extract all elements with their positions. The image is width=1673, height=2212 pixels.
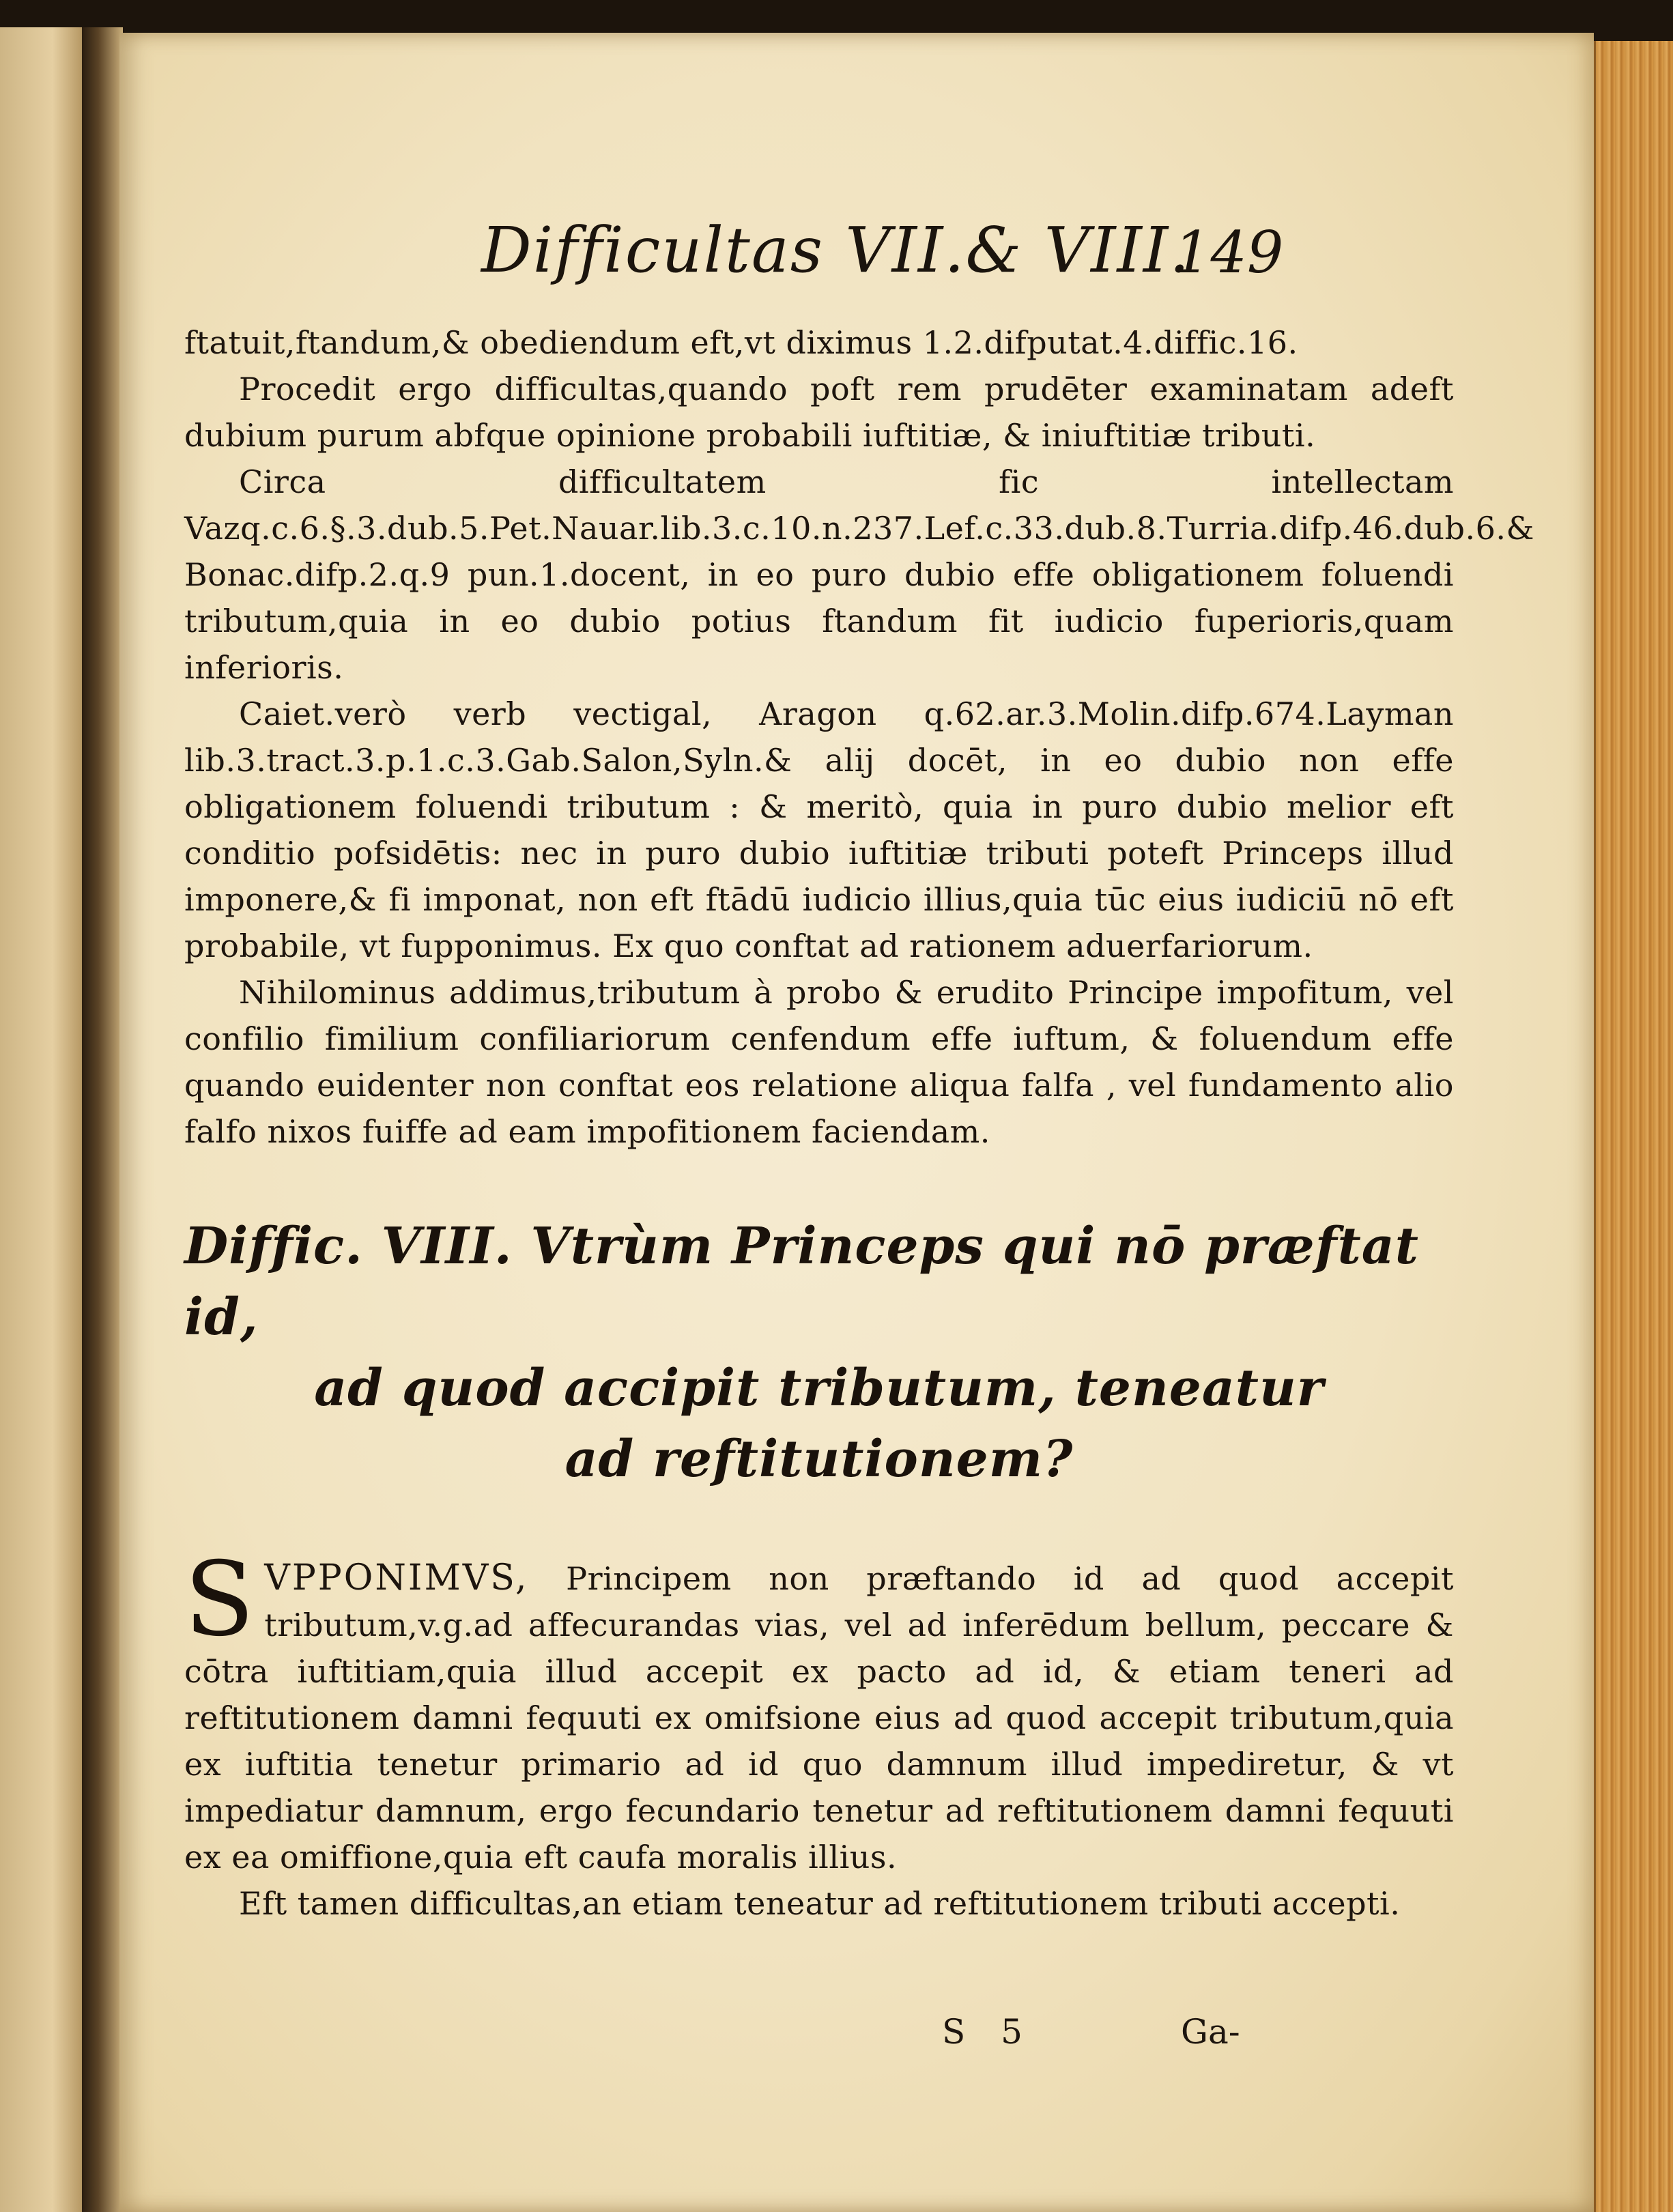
paragraph-continuation: ftatuit,ftandum,& obediendum eft,vt diximus 1.2.difputat.4.diffic.16. — [184, 324, 1298, 361]
paragraph-procedit: Procedit ergo difficultas,quando poft rem prudēter examinatam adeft dubium purum abfque opinione probabili iuftitiæ, & iniuftitiæ tributi. — [184, 371, 1454, 454]
page-header — [119, 214, 1594, 309]
running-head: Difficultas VII.& VIII. — [481, 214, 1191, 287]
paragraph-est-tamen: Eft tamen difficultas,an etiam teneatur ad reftitutionem tributi accepti. — [239, 1885, 1401, 1922]
main-text — [184, 319, 1534, 1927]
section-gap — [184, 1495, 1454, 1555]
facing-page-edge — [0, 27, 96, 2212]
page-footer — [119, 2012, 1594, 2067]
paragraph-circa: Circa difficultatem fic intellectam Vazq.c.6.§.3.dub.5.Pet.Nauar.lib.3.c.10.n.237.Lef.c.33.dub.8.Turria.difp.46.dub.6.& Bonac.difp.2.q.9 pun.1.docent, in eo puro dubio effe obligationem foluendi tributum,quia in eo dubio potius ftandum fit iudicio fuperioris,quam inferioris. — [184, 463, 1534, 686]
paragraph-caiet: Caiet.verò verb vectigal, Aragon q.62.ar.3.Molin.difp.674.Layman lib.3.tract.3.p.1.c.3.Gab.Salon,Syln.& alij docēt, in eo dubio non effe obligationem foluendi tributum : & meritò, quia in puro dubio melior eft conditio pofsidētis: nec in puro dubio iuftitiæ tributi poteft Princeps illud imponere,& fi imponat, non eft ftādū iudicio illius,quia tūc eius iudiciū nō eft probabile, vt fupponimus. Ex quo conftat ad rationem aduerfariorum. — [184, 695, 1454, 964]
section-heading-line-2: ad quod accipit tributum, teneatur — [314, 1359, 1324, 1418]
book-gutter — [82, 27, 123, 2212]
catchword: Ga- — [1181, 2012, 1240, 2052]
page-fore-edge — [1594, 41, 1673, 2212]
signature-mark: S 5 — [942, 2012, 1035, 2052]
paragraph-supponimus — [184, 1540, 1454, 1880]
paragraph-nihilominus: Nihilominus addimus,tributum à probo & erudito Principe impofitum, vel confilio fimilium confiliariorum cenfendum effe iuftum, & foluendum effe quando euidenter non conftat eos relatione aliqua falfa , vel fundamento alio falfo nixos fuiffe ad eam impofitionem faciendam. — [184, 974, 1454, 1150]
book-page — [119, 33, 1594, 2212]
drop-capital: S — [184, 1540, 255, 1659]
section-heading — [184, 1211, 1454, 1495]
section-heading-line-1: Diffic. VIII. Vtrùm Princeps qui nō præftat id, — [184, 1217, 1419, 1347]
paragraph-supponimus-text: Principem non præftando id ad quod accepit tributum,v.g.ad affecurandas vias, vel ad inferēdum bellum, peccare & cōtra iuftitiam,quia illud accepit ex pacto ad id, & etiam teneri ad reftitutionem damni fequuti ex omifsione eius ad quod accepit tributum,quia ex iuftitia tenetur primario ad id quo damnum illud impediretur, & vt impediatur damnum, ergo fecundario tenetur ad reftitutionem damni fequuti ex ea omiffione,quia eft caufa moralis illius. — [184, 1560, 1454, 1876]
section-heading-line-3: ad reftitutionem? — [564, 1430, 1074, 1489]
page-number: 149 — [1174, 219, 1284, 286]
opening-small-caps: VPPONIMVS, — [264, 1557, 529, 1598]
